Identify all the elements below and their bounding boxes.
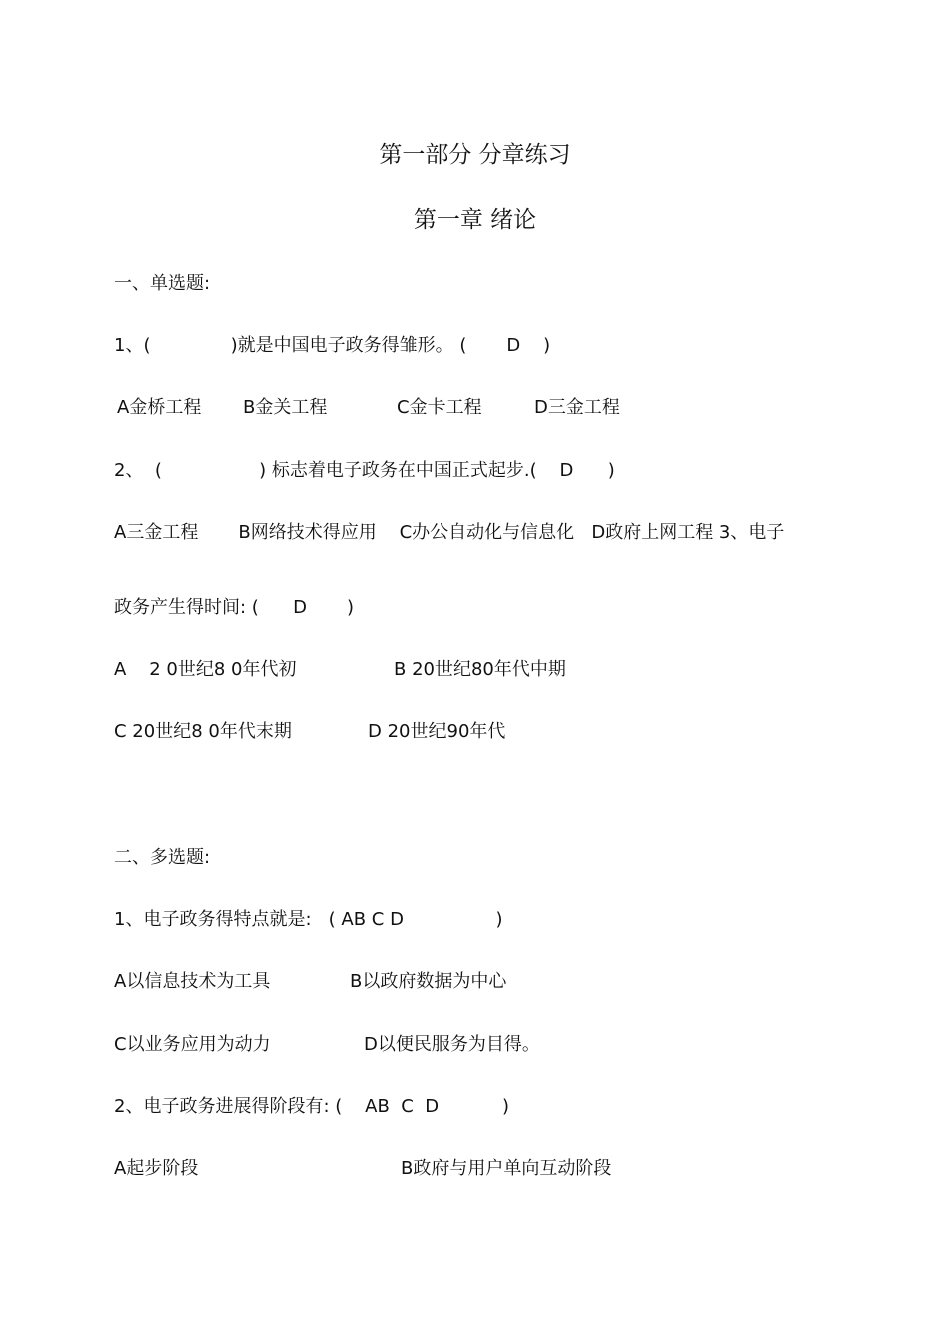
- option-b: B 20世纪80年代中期: [394, 659, 566, 680]
- question-1-stem: 1、( )就是中国电子政务得雏形。 ( D ): [114, 335, 551, 356]
- option-d: D三金工程: [534, 397, 620, 418]
- option-a: A以信息技术为工具: [114, 971, 271, 992]
- multi-question-2-stem: 2、电子政务进展得阶段有: ( AB C D ): [114, 1096, 510, 1117]
- option-a: A金桥工程: [117, 397, 202, 418]
- multi-choice-heading: 二、多选题:: [114, 847, 211, 868]
- option-b: B金关工程: [243, 397, 328, 418]
- part-title: 第一部分 分章练习: [379, 142, 571, 168]
- option-d: D 20世纪90年代: [368, 721, 506, 742]
- option-c: C 20世纪8 0年代末期: [114, 721, 292, 742]
- multi-question-1-stem: 1、电子政务得特点就是: ( AB C D ): [114, 909, 503, 930]
- option-c: C以业务应用为动力: [114, 1034, 271, 1055]
- single-choice-heading: 一、单选题:: [114, 273, 211, 294]
- option-b: B以政府数据为中心: [350, 971, 507, 992]
- option-a: A起步阶段: [114, 1158, 199, 1179]
- option-d: D以便民服务为目得。: [364, 1034, 540, 1055]
- question-2-stem: 2、 ( ) 标志着电子政务在中国正式起步.( D ): [114, 460, 615, 481]
- question-2-options: A三金工程 B网络技术得应用 C办公自动化与信息化 D政府上网工程 3、电子: [114, 522, 785, 543]
- option-b: B政府与用户单向互动阶段: [401, 1158, 612, 1179]
- question-3-stem: 政务产生得时间: ( D ): [114, 597, 355, 618]
- chapter-title: 第一章 绪论: [413, 207, 537, 233]
- option-c: C金卡工程: [397, 397, 482, 418]
- option-a: A 2 0世纪8 0年代初: [114, 659, 297, 680]
